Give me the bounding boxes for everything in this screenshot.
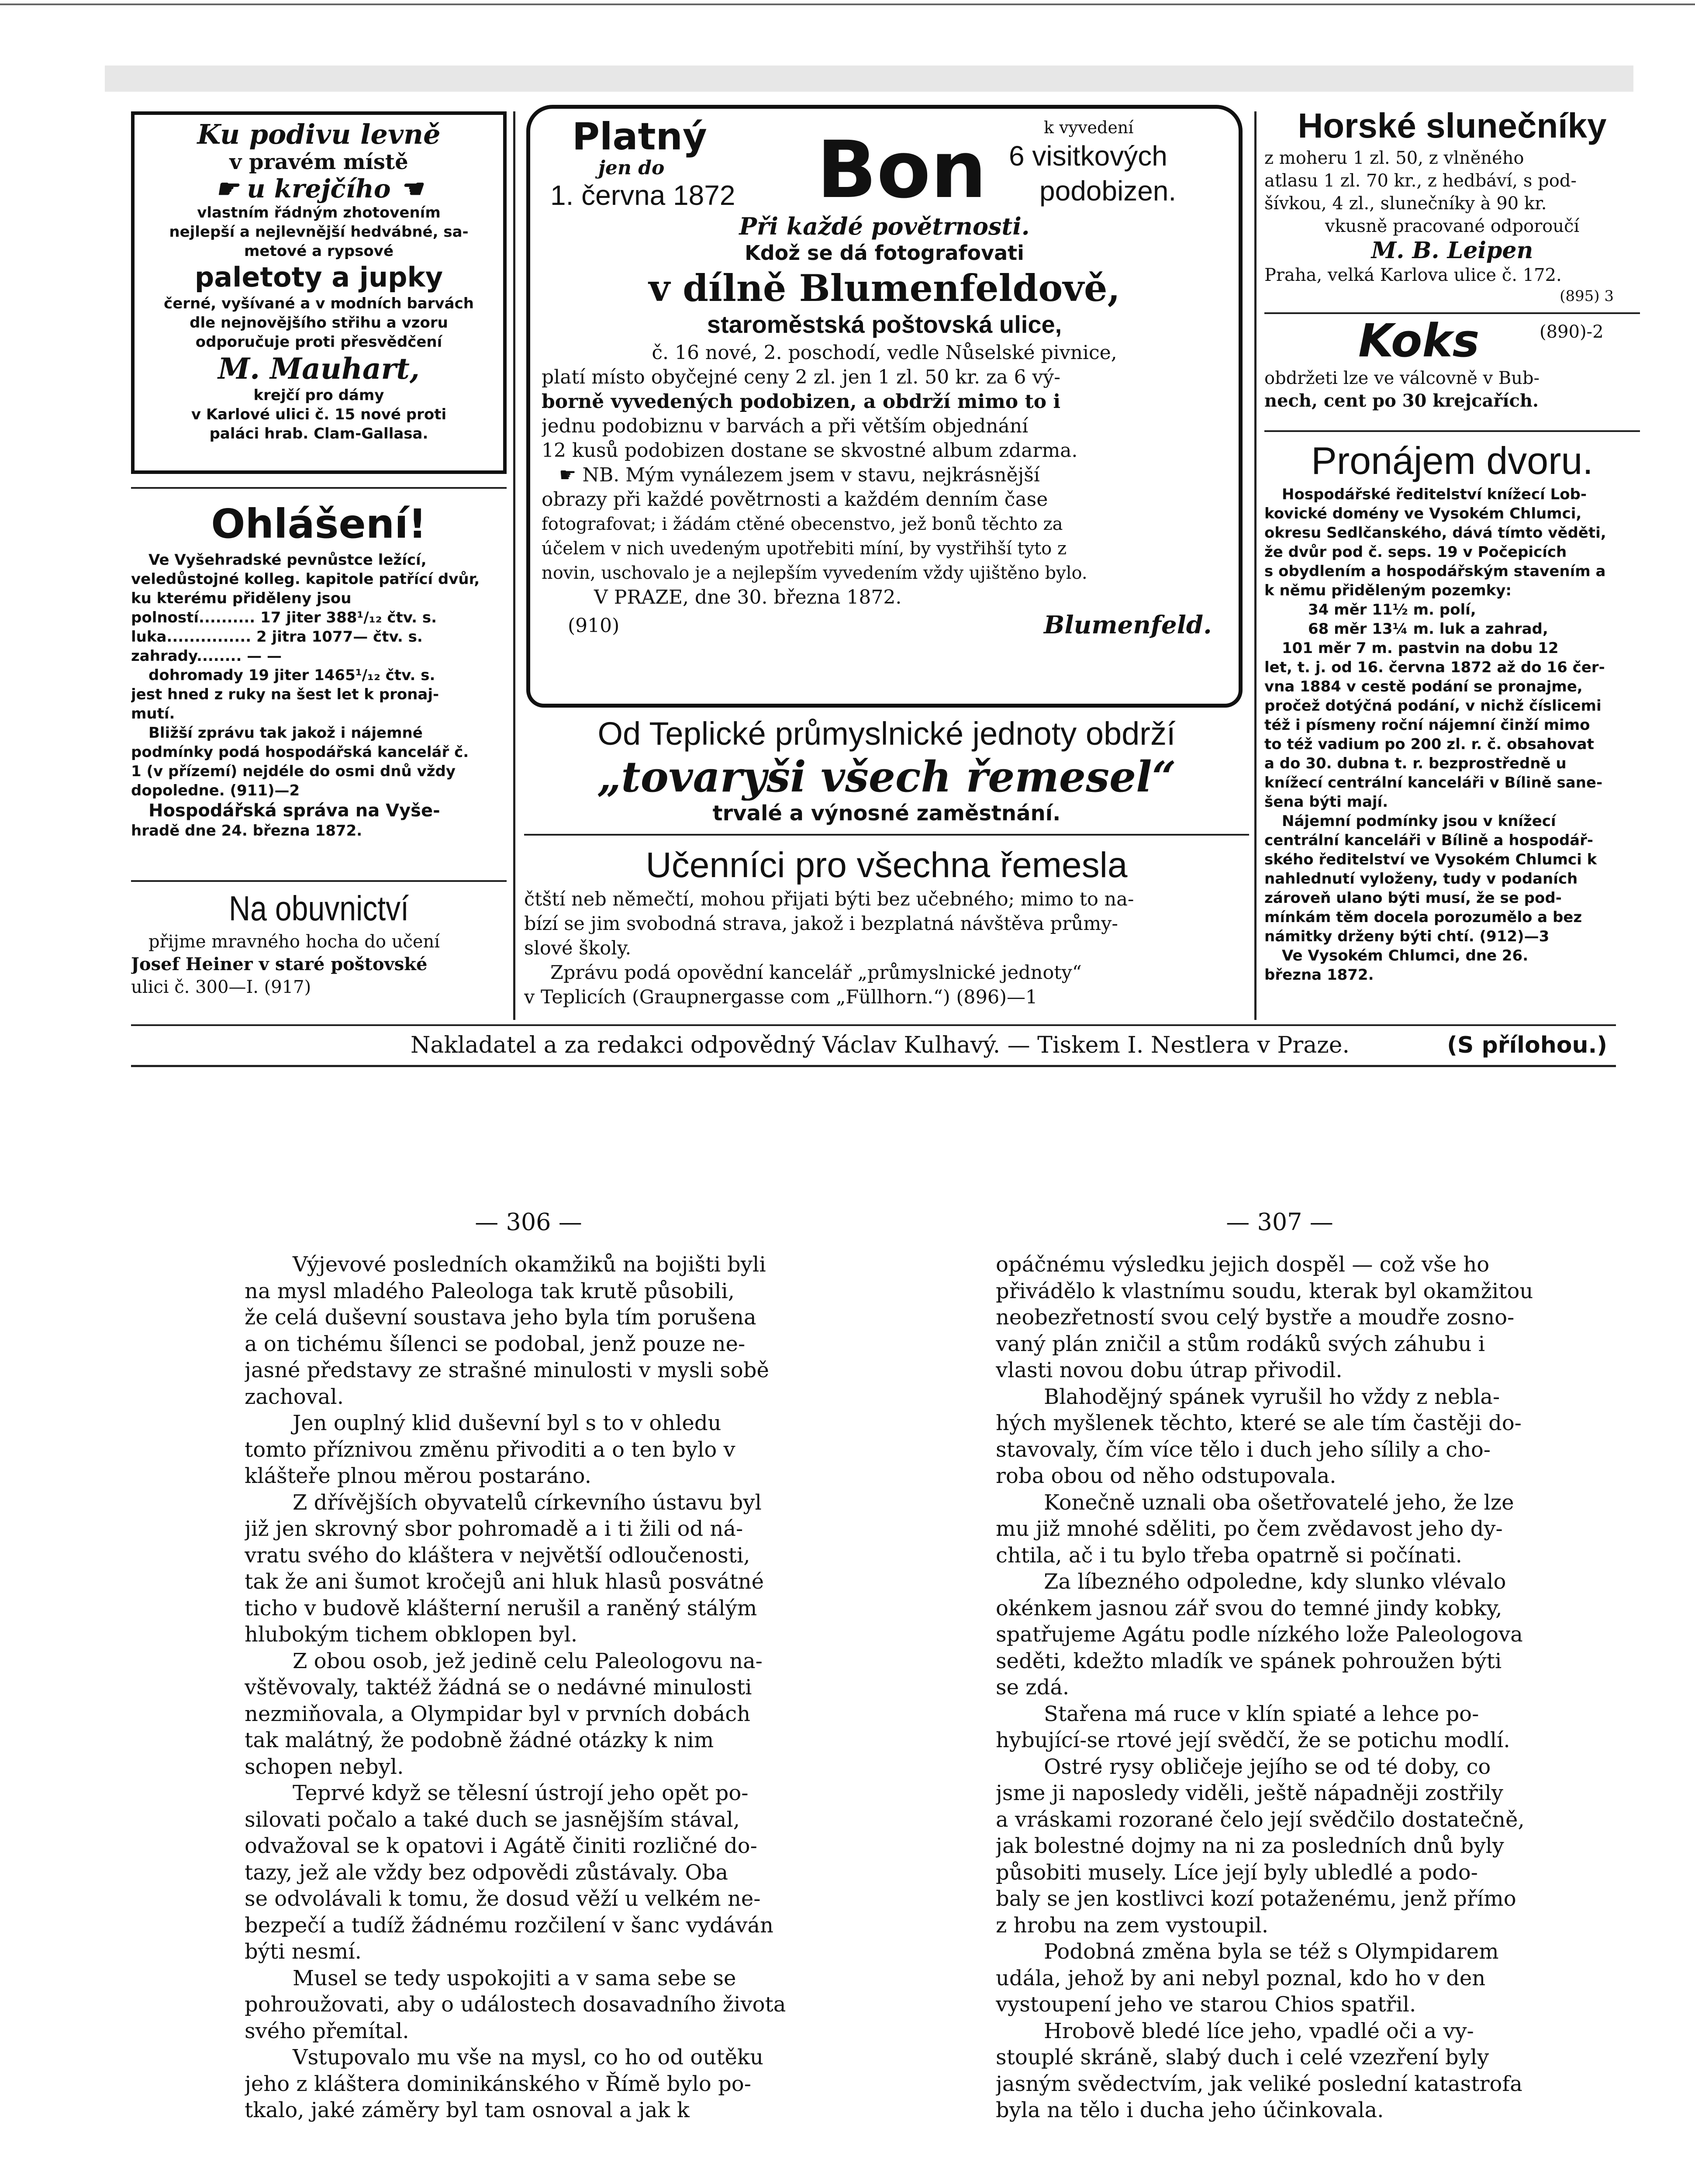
bon-signature: Blumenfeld. [1044, 611, 1212, 639]
right-page-line: chtila, ač i tu bylo třeba opatrně si počínati. [996, 1543, 1462, 1568]
koks-header [1264, 314, 1640, 367]
left-page-line: jeho z kláštera dominikánského v Římě bylo po- [245, 2071, 751, 2096]
right-page-line: Blahodějný spánek vyrušil ho vždy z nebla- [1044, 1384, 1500, 1409]
obuvnictvi-line-2: Josef Heiner v staré poštovské [131, 954, 428, 975]
pronajem-line-6: k němu přiděleným pozemky: [1264, 582, 1512, 599]
ohlaseni-line-12: 1 (v přízemí) nejdéle do osmi dnů vždy [131, 763, 456, 780]
ad-ohlaseni [131, 498, 507, 840]
pronajem-line-17: šena býti mají. [1264, 793, 1388, 811]
right-page-line: roba obou od něho odstupovala. [996, 1464, 1336, 1488]
pronajem-line-13: též i písmeny roční nájemní činží mimo [1264, 716, 1590, 734]
left-page-line: odvažoval se k opatovi i Agátě činiti rozličné do- [245, 1834, 757, 1858]
pronajem-line-16: knížecí centrální kanceláři v Bílině sane- [1264, 774, 1603, 791]
left-page-line: a on tichému šílenci se podobal, jenž pouze ne- [245, 1331, 746, 1356]
bon-jen-do: jen do [598, 157, 665, 179]
bon-body-5: 12 kusů podobizen dostane se skvostné album zdarma. [542, 439, 1078, 462]
bon-body-10: novin, uschovalo je a nejlepším vyvedením vždy ujištěno bylo. [542, 563, 1087, 583]
ohlaseni-line-8: jest hned z ruky na šest let k pronaj- [131, 686, 439, 703]
pronajem-line-2: kovické domény ve Vysokém Chlumci, [1264, 505, 1582, 522]
right-page-line: působiti musely. Líce její byly ubledlé a podo- [996, 1860, 1478, 1885]
kupodivu-footer-1: krejčí pro dámy [253, 387, 384, 404]
right-page-line: okénkem jasnou zář svou do temné jindy kobky, [996, 1596, 1502, 1621]
bon-body-11: V PRAZE, dne 30. března 1872. [594, 586, 902, 608]
pointing-hand-icon: ☛ [215, 174, 238, 203]
right-page-line: udála, jehož by ani nebyl poznal, kdo ho v den [996, 1966, 1486, 1990]
ad-slunecniky [1264, 105, 1640, 306]
left-page-line: býti nesmí. [245, 1939, 362, 1964]
right-page-line: spatřujeme Agátu podle nízkého lože Paleologova [996, 1622, 1523, 1647]
pronajem-line-10: let, t. j. od 16. června 1872 až do 16 čer- [1264, 659, 1605, 676]
bon-date: 1. června 1872 [550, 180, 735, 211]
bon-body-9: účelem v nich uvedeným upotřebiti míní, by vystřihší tyto z [542, 539, 1067, 559]
bon-body-1: č. 16 nové, 2. poschodí, vedle Nůselské pivnice, [652, 342, 1117, 364]
left-page-line: zachoval. [245, 1384, 344, 1409]
bon-word: Bon [817, 124, 987, 216]
left-page-line: ticho v budově klášterní nerušil a raněný stálým [245, 1596, 757, 1621]
kupodivu-footer-3: paláci hrab. Clam-Gallasa. [209, 425, 428, 442]
left-page-line: hlubokým tichem obklopen byl. [245, 1622, 578, 1647]
right-page-line: byla na tělo i ducha jeho účinkovala. [996, 2098, 1384, 2122]
right-page-line: baly se jen kostlivci kozí potaženému, jenž přímo [996, 1887, 1516, 1911]
imprint-supplement: (S přílohou.) [1447, 1032, 1607, 1058]
bon-k-vyvedeni: k vyvedení [1044, 118, 1134, 137]
koks-number: (890)-2 [1540, 322, 1604, 342]
left-page-line: vštěvovaly, taktéž žádná se o nedávné minulosti [245, 1675, 752, 1700]
pronajem-line-23: mínkám těm docela porozumělo a bez [1264, 909, 1582, 926]
bon-kdoz: Kdož se dá fotografovati [745, 241, 1024, 265]
right-page-line: Hrobově bledé líce jeho, vpadlé oči a vy- [1044, 2018, 1474, 2043]
right-page-text [996, 1251, 1581, 2124]
right-page-line: jasným svědectvím, jak veliké poslední katastrofa [996, 2071, 1522, 2096]
pronajem-line-14: to též vadium po 200 zl. r. č. obsahovat [1264, 736, 1594, 753]
column-divider-2 [1254, 111, 1257, 1020]
ohlaseni-line-5: luka............... 2 jitra 1077— čtv. s. [131, 628, 423, 646]
kupodivu-body-3: metové a rypsové [244, 242, 394, 260]
teplice-body-5: v Teplicích (Graupnergasse com „Füllhorn.“) (896)—1 [524, 986, 1038, 1008]
left-page-line: tkalo, jaké záměry byl tam osnoval a jak k [245, 2098, 690, 2122]
right-page-line: vaný plán zničil a stům rodáků svých záhubu i [996, 1331, 1485, 1356]
ohlaseni-line-10: Bližší zprávu tak jakož i nájemné [148, 724, 423, 742]
slunecniky-address: Praha, velká Karlova ulice č. 172. [1264, 265, 1562, 285]
ad-divider-4 [1264, 430, 1640, 432]
teplice-title2: Učenníci pro všechna řemesla [646, 845, 1128, 885]
bon-body-2: platí místo obyčejné ceny 2 zl. jen 1 zl. 50 kr. za 6 vý- [542, 366, 1060, 388]
right-page-line: a vráskami rozorané čelo její svědčilo dostatečně, [996, 1807, 1525, 1832]
top-grey-band [105, 66, 1633, 92]
left-page-line: svého přemítal. [245, 2018, 409, 2043]
pronajem-title: Pronájem dvoru. [1311, 439, 1593, 482]
right-page-line: jsme ji naposledy viděli, ještě nápadněji zostřily [996, 1781, 1503, 1805]
bon-body-8: fotografovat; i žádám ctěné obecenstvo, jež bonů těchto za [542, 514, 1063, 534]
bon-body-6 [542, 463, 1227, 487]
pronajem-line-11: vna 1884 v cestě podání se pronajme, [1264, 678, 1583, 695]
bon-platny: Platný [572, 115, 707, 159]
left-page-line: že celá duševní soustava jeho byla tím porušena [245, 1305, 756, 1330]
ohlaseni-line-4: polností.......... 17 jiter 388¹/₁₂ čtv. s. [131, 609, 437, 626]
left-page-line: Výjevové posledních okamžiků na bojišti byli [293, 1252, 766, 1277]
teplice-body-3: slové školy. [524, 937, 632, 959]
ad-divider-2 [131, 880, 507, 882]
ad-divider [131, 487, 507, 489]
left-page-line: tak že ani šumot kročejů ani hluk hlasů posvátné [245, 1569, 764, 1594]
right-page-line: stouplé skráně, slabý duch i celé vzezření byly [996, 2045, 1489, 2070]
left-page-line: schopen nebyl. [245, 1754, 404, 1779]
left-page-line: tazy, jež ale vždy bez odpovědi zůstávaly. Oba [245, 1860, 728, 1885]
pronajem-line-15: a do 30. dubna t. r. bezprostředně u [1264, 755, 1567, 772]
column-divider-1 [513, 111, 515, 1020]
pronajem-line-1: Hospodářské ředitelství knížecí Lob- [1282, 486, 1587, 503]
left-page-line: pohroužovati, aby o událostech dosavadního života [245, 1992, 786, 2017]
teplice-body-2: bízí se jim svobodná strava, jakož i bezplatná návštěva průmy- [524, 913, 1118, 935]
left-page-line: klášteře plnou měrou postaráno. [245, 1464, 591, 1488]
kupodivu-footer-2: v Karlové ulici č. 15 nové proti [191, 406, 447, 423]
ohlaseni-line-6: zahrady........ — — [131, 647, 282, 665]
teplice-line-3: trvalé a výnosné zaměstnání. [712, 801, 1061, 826]
right-page-line: Ostré rysy obličeje jejího se od té doby, co [1044, 1754, 1491, 1779]
kupodivu-body-2: nejlepší a nejlevnější hedvábné, sa- [169, 223, 469, 241]
right-page-line: hybující-se rtové její svědčí, že se potichu modlí. [996, 1728, 1510, 1752]
left-page-line: tomto příznivou změnu přivoditi a o ten bylo v [245, 1437, 735, 1462]
left-page-line: Musel se tedy uspokojiti a v sama sebe se [293, 1966, 736, 1990]
koks-title: Koks [1358, 314, 1480, 367]
right-page-line: vystoupení jeho ve starou Chios spatřil. [996, 1992, 1416, 2017]
bon-dilne: v dílně Blumenfeldově, [649, 266, 1120, 310]
pronajem-line-12: pročež dotýčná podání, v nichž číslicemi [1264, 697, 1602, 715]
kupodivu-krejciho: u krejčího [247, 174, 391, 203]
imprint-rule-top [131, 1024, 1616, 1026]
ad-obuvnictvi [131, 887, 507, 999]
pronajem-line-5: s obydlením a hospodářským stavením a [1264, 563, 1606, 580]
teplice-body-1: čtští neb němečtí, mohou přijati býti bez učebného; mimo to na- [524, 888, 1134, 910]
left-page-line: Teprvé když se tělesní ústrojí jeho opět po- [293, 1781, 749, 1805]
ohlaseni-line-9: mutí. [131, 705, 175, 722]
obuvnictvi-title: Na obuvnictví [229, 889, 409, 928]
ohlaseni-line-3: ku kterému přiděleny jsou [131, 590, 352, 607]
right-page-line: jak bolestné dojmy na ni za posledních dnů byly [996, 1834, 1504, 1858]
pronajem-line-3: okresu Sedlčanského, dává tímto věděti, [1264, 524, 1606, 542]
obuvnictvi-line-1: přijme mravného hocha do učení [148, 932, 440, 952]
pronajem-line-25: Ve Vysokém Chlumci, dne 26. [1282, 947, 1529, 964]
ad-bon [542, 115, 1227, 699]
bon-number: (910) [568, 615, 620, 637]
imprint-rule-bottom [131, 1065, 1616, 1067]
right-page-line: Konečně uznali oba ošetřovatelé jeho, že lze [1044, 1490, 1514, 1515]
kupodivu-line1: Ku podivu levně [197, 119, 441, 150]
imprint [131, 1029, 1616, 1064]
right-page-line: Stařena má ruce v klín spiaté a lehce po- [1044, 1701, 1479, 1726]
pointing-hand-icon: ☛ [559, 464, 577, 486]
left-page-line: se odvolávali k tomu, že dosud věží u velkém ne- [245, 1887, 761, 1911]
right-page-line: opáčnému výsledku jejich dospěl — což vše ho [996, 1252, 1490, 1277]
bon-podobizen: podobizen. [1039, 175, 1177, 207]
ohlaseni-line-11: podmínky podá hospodářská kancelář č. [131, 743, 469, 761]
kupodivu-headline: paletoty a jupky [194, 261, 443, 293]
pronajem-line-24: námitky drženy býti chtí. (912)—3 [1264, 928, 1550, 945]
bon-ulice: staroměstská poštovská ulice, [707, 311, 1062, 338]
teplice-line-1: Od Teplické průmyslnické jednoty obdrží [597, 715, 1176, 752]
left-page-line: na mysl mladého Paleologa tak krutě působili, [245, 1279, 735, 1303]
imprint-text: Nakladatel a za redakci odpovědný Václav Kulhavý. — Tiskem I. Nestlera v Praze. [411, 1032, 1350, 1058]
pronajem-line-4: že dvůr pod č. seps. 19 v Počepicích [1264, 543, 1567, 561]
ad-divider-3 [1264, 312, 1640, 314]
left-page-line: tak malátný, že podobně žádné otázky k nim [245, 1728, 714, 1752]
right-page-line: seděti, kdežto mladík ve spánek pohroužen býti [996, 1648, 1502, 1673]
right-page-line: přivádělo k vlastnímu soudu, kterak byl okamžitou [996, 1279, 1533, 1303]
slunecniky-line-3: šívkou, 4 zl., slunečníky à 90 kr. [1264, 194, 1547, 214]
pronajem-line-18: Nájemní podmínky jsou v knížecí [1282, 812, 1556, 830]
ohlaseni-line-7: dohromady 19 jiter 1465¹/₁₂ čtv. s. [148, 667, 435, 684]
ad-kupodivu [131, 111, 507, 474]
pronajem-line-22: zároveň ulano býti musí, že se pod- [1264, 889, 1562, 907]
pronajem-line-21: nahlednutí vyloženy, tudy v podaních [1264, 870, 1578, 888]
slunecniky-title: Horské slunečníky [1298, 106, 1607, 145]
teplice-body-4: Zprávu podá opovědní kancelář „průmyslnické jednoty“ [550, 962, 1082, 984]
bon-body-4: jednu podobiznu v barvách a při větším objednání [542, 415, 1029, 437]
koks-line-1: obdržeti lze ve válcovně v Bub- [1264, 368, 1540, 388]
bon-visitek: 6 visitkových [1009, 140, 1167, 172]
bon-pri: Při každé povětrnosti. [739, 212, 1030, 240]
ohlaseni-line-15: hradě dne 24. března 1872. [131, 822, 362, 840]
left-page-line: silovati počalo a také duch se jasnějším stával, [245, 1807, 740, 1832]
ohlaseni-line-1: Ve Vyšehradské pevnůstce ležící, [148, 551, 427, 569]
left-page-line: jasné představy ze strašné minulosti v mysli sobě [245, 1358, 769, 1382]
kupodivu-body2-2: dle nejnovějšího střihu a vzoru [190, 314, 448, 332]
top-rule [0, 3, 1695, 5]
right-page-line: z hrobu na zem vystoupil. [996, 1913, 1269, 1938]
left-page-line: vratu svého do kláštera v největší odloučenosti, [245, 1543, 750, 1568]
bon-body [542, 341, 1227, 610]
slunecniky-line-2: atlasu 1 zl. 70 kr., z hedbáví, s pod- [1264, 171, 1577, 191]
right-page-line: se zdá. [996, 1675, 1070, 1700]
right-page-number: — 307 — [1226, 1208, 1333, 1236]
kupodivu-body2-3: odporučuje proti přesvědčení [195, 333, 442, 351]
pronajem-line-20: ského ředitelství ve Vysokém Chlumci k [1264, 851, 1597, 868]
slunecniky-line-1: z moheru 1 zl. 50, z vlněného [1264, 148, 1524, 168]
left-page-line: bezpečí a tudíž žádnému rozčilení v šanc vydáván [245, 1913, 773, 1938]
left-page-line: Jen ouplný klid duševní byl s to v ohledu [293, 1411, 721, 1435]
pronajem-line-9: 101 měr 7 m. pastvin na dobu 12 [1282, 639, 1559, 657]
pronajem-line-26: března 1872. [1264, 966, 1374, 984]
slunecniky-name: M. B. Leipen [1371, 238, 1533, 264]
slunecniky-line-4: vkusně pracované odporoučí [1325, 216, 1580, 236]
pointing-hand-left-icon: ☚ [399, 174, 422, 203]
koks-line-2: nech, cent po 30 krejcařích. [1264, 390, 1539, 411]
pronajem-line-8: 68 měr 13¼ m. luk a zahrad, [1308, 620, 1548, 638]
obuvnictvi-line-3: ulici č. 300—I. (917) [131, 977, 311, 997]
ad-pronajem [1264, 437, 1640, 985]
pronajem-line-19: centrální kanceláři v Bílině a hospodář- [1264, 832, 1593, 849]
right-page-line: stavovaly, čím více tělo i duch jeho sílily a cho- [996, 1437, 1491, 1462]
right-page-line: Podobná změna byla se též s Olympidarem [1044, 1939, 1499, 1964]
kupodivu-body-1: vlastním řádným zhotovením [197, 204, 441, 221]
ad-koks [1264, 314, 1640, 412]
bon-body-7: obrazy při každé povětrnosti a každém denním čase [542, 488, 1048, 511]
kupodivu-line2: v pravém místě [229, 150, 408, 174]
ohlaseni-title: Ohlášení! [211, 501, 427, 547]
bon-body-3: borně vyvedených podobizen, a obdrží mimo to i [542, 390, 1061, 413]
left-page-number: — 306 — [475, 1208, 582, 1236]
left-page-line: Z dřívějších obyvatelů církevního ústavu byl [293, 1490, 762, 1515]
left-page-line: již jen skrovný sbor pohromadě a i ti žili od ná- [245, 1517, 743, 1541]
teplice-line-2: „tovaryši všech řemesel“ [597, 753, 1176, 801]
left-page-line: Z obou osob, jež jedině celu Paleologovu na- [293, 1648, 763, 1673]
kupodivu-name: M. Mauhart, [218, 352, 420, 386]
left-page-line: nezmiňovala, a Olympidar byl v prvních dobách [245, 1701, 751, 1726]
ohlaseni-line-2: veledůstojné kolleg. kapitole patřící dvůr, [131, 570, 480, 588]
kupodivu-line3 [142, 174, 495, 203]
right-page-line: Za líbezného odpoledne, kdy slunko vlévalo [1044, 1569, 1506, 1594]
left-page-text [245, 1251, 830, 2124]
left-page-line: Vstupovalo mu vše na mysl, co ho od outěku [293, 2045, 763, 2070]
pronajem-line-7: 34 měr 11½ m. polí, [1308, 601, 1476, 619]
bon-nb: NB. Mým vynálezem jsem v stavu, nejkrásnější [582, 464, 1040, 486]
slunecniky-number: (895) 3 [1560, 287, 1614, 305]
right-page-line: mu již mnohé sděliti, po čem zvědavost jeho dy- [996, 1517, 1503, 1541]
teplice-divider [524, 834, 1249, 836]
right-page-line: hých myšlenek těchto, které se ale tím častěji do- [996, 1411, 1522, 1435]
kupodivu-body2-1: černé, vyšívané a v modních barvách [164, 295, 474, 312]
ohlaseni-line-13: dopoledne. (911)—2 [131, 782, 300, 799]
ohlaseni-line-14: Hospodářská správa na Vyše- [148, 801, 440, 821]
right-page-line: neobezřetností svou celý bystře a moudře zosno- [996, 1305, 1515, 1330]
right-page-line: vlasti novou dobu útrap přivodil. [996, 1358, 1343, 1382]
ad-teplice [524, 714, 1249, 1009]
